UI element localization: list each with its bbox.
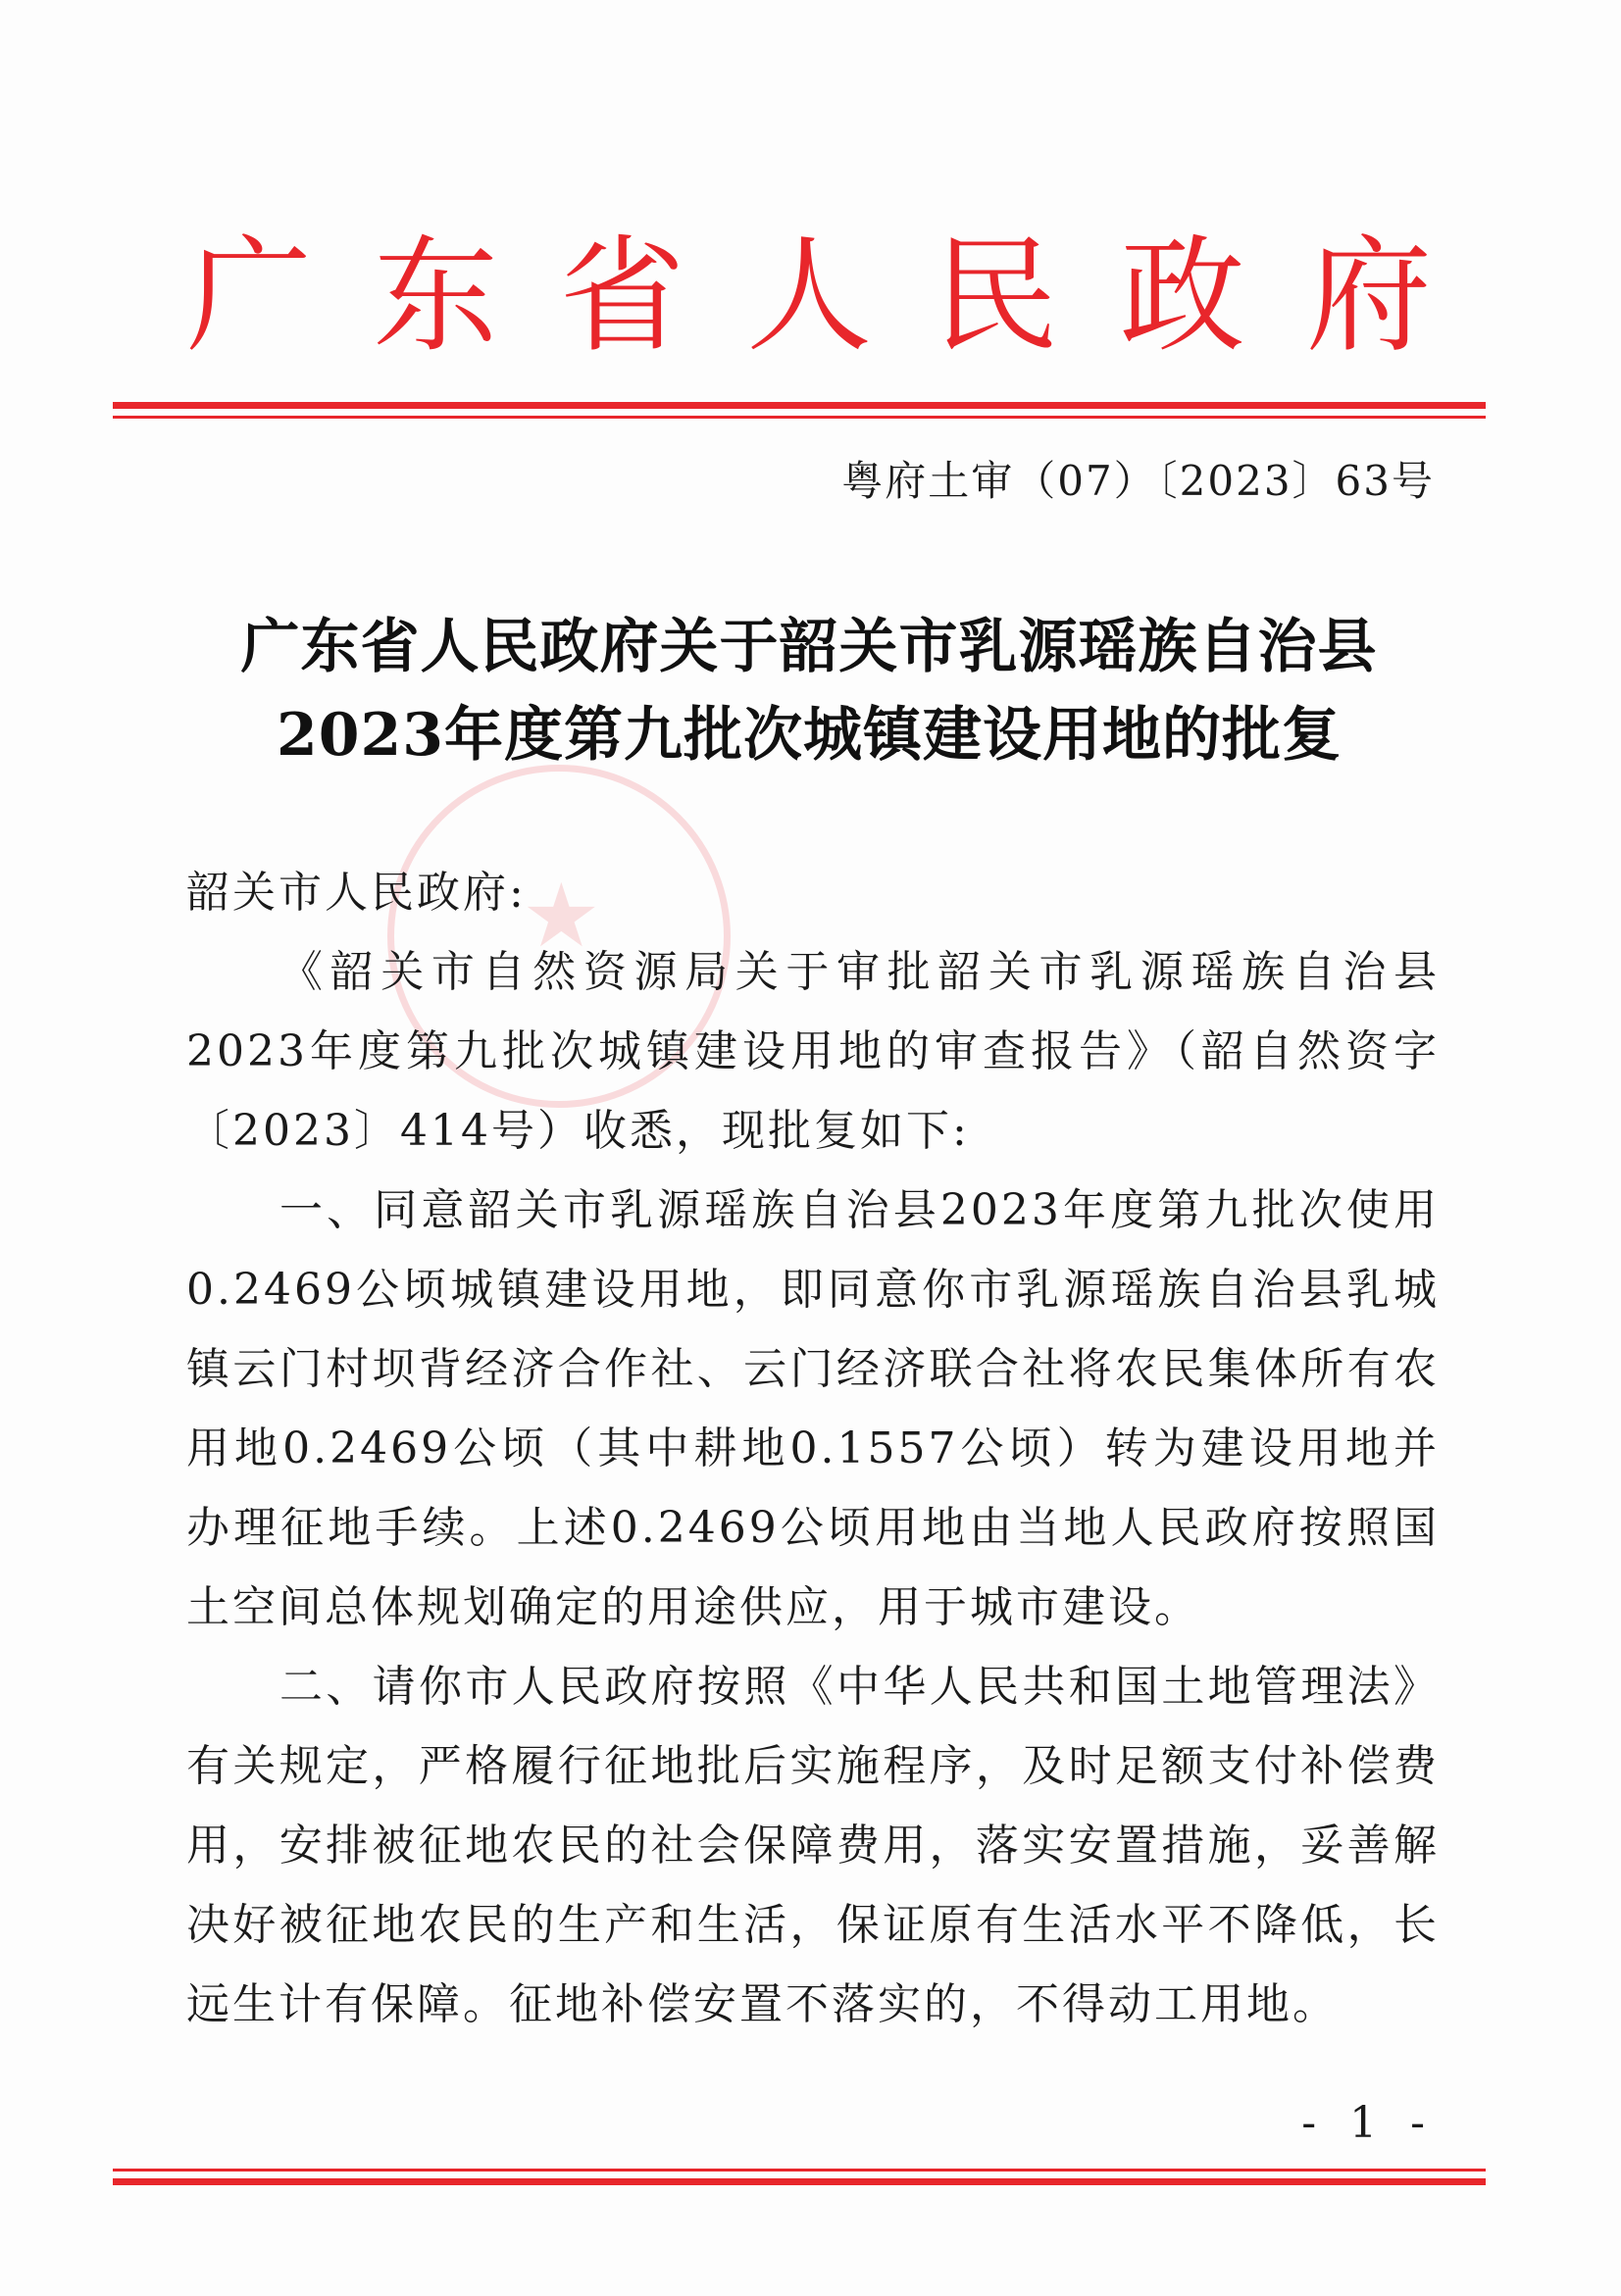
- document-title: [118, 603, 1500, 779]
- header-red-rule-thin: [113, 416, 1486, 419]
- salutation: 韶关市人民政府:: [186, 868, 527, 918]
- document-body: [186, 853, 1440, 2044]
- issuer-masthead: [186, 224, 1432, 371]
- title-line-1: 广东省人民政府关于韶关市乳源瑶族自治县: [240, 613, 1378, 681]
- document-number: 粤府土审（07）〔2023〕63号: [841, 457, 1435, 505]
- title-line-2: 2023年度第九批次城镇建设用地的批复: [277, 701, 1342, 770]
- paragraph-intro: 《韶关市自然资源局关于审批韶关市乳源瑶族自治县2023年度第九批次城镇建设用地的审查报告》（韶自然资字〔2023〕414号）收悉，现批复如下:: [186, 947, 1440, 1156]
- masthead-char: 东: [373, 224, 499, 370]
- footer-red-rule-thin: [113, 2169, 1486, 2171]
- header-red-rule: [113, 402, 1486, 409]
- masthead-char: 省: [559, 224, 685, 370]
- paragraph-item-2: 二、请你市人民政府按照《中华人民共和国土地管理法》有关规定，严格履行征地批后实施程序，及时足额支付补偿费用，安排被征地农民的社会保障费用，落实安置措施，妥善解决好被征地农民的生产和生活，保证原有生活水平不降低，长远生计有保障。征地补偿安置不落实的，不得动工用地。: [186, 1662, 1440, 2029]
- paragraph-item-1: 一、同意韶关市乳源瑶族自治县2023年度第九批次使用0.2469公顷城镇建设用地，即同意你市乳源瑶族自治县乳城镇云门村坝背经济合作社、云门经济联合社将农民集体所有农用地0.2469公顷（其中耕地0.1557公顷）转为建设用地并办理征地手续。上述0.2469公顷用地由当地人民政府按照国土空间总体规划确定的用途供应，用于城市建设。: [186, 1185, 1440, 1632]
- seal-star-icon: ★: [522, 865, 601, 968]
- masthead-char: 政: [1119, 224, 1245, 370]
- masthead-char: 人: [745, 224, 872, 370]
- masthead-char: 民: [933, 224, 1059, 370]
- footer-red-rule: [113, 2178, 1486, 2185]
- masthead-char: 府: [1305, 224, 1432, 370]
- page-number: - 1 -: [1301, 2098, 1435, 2148]
- masthead-char: 广: [186, 224, 313, 370]
